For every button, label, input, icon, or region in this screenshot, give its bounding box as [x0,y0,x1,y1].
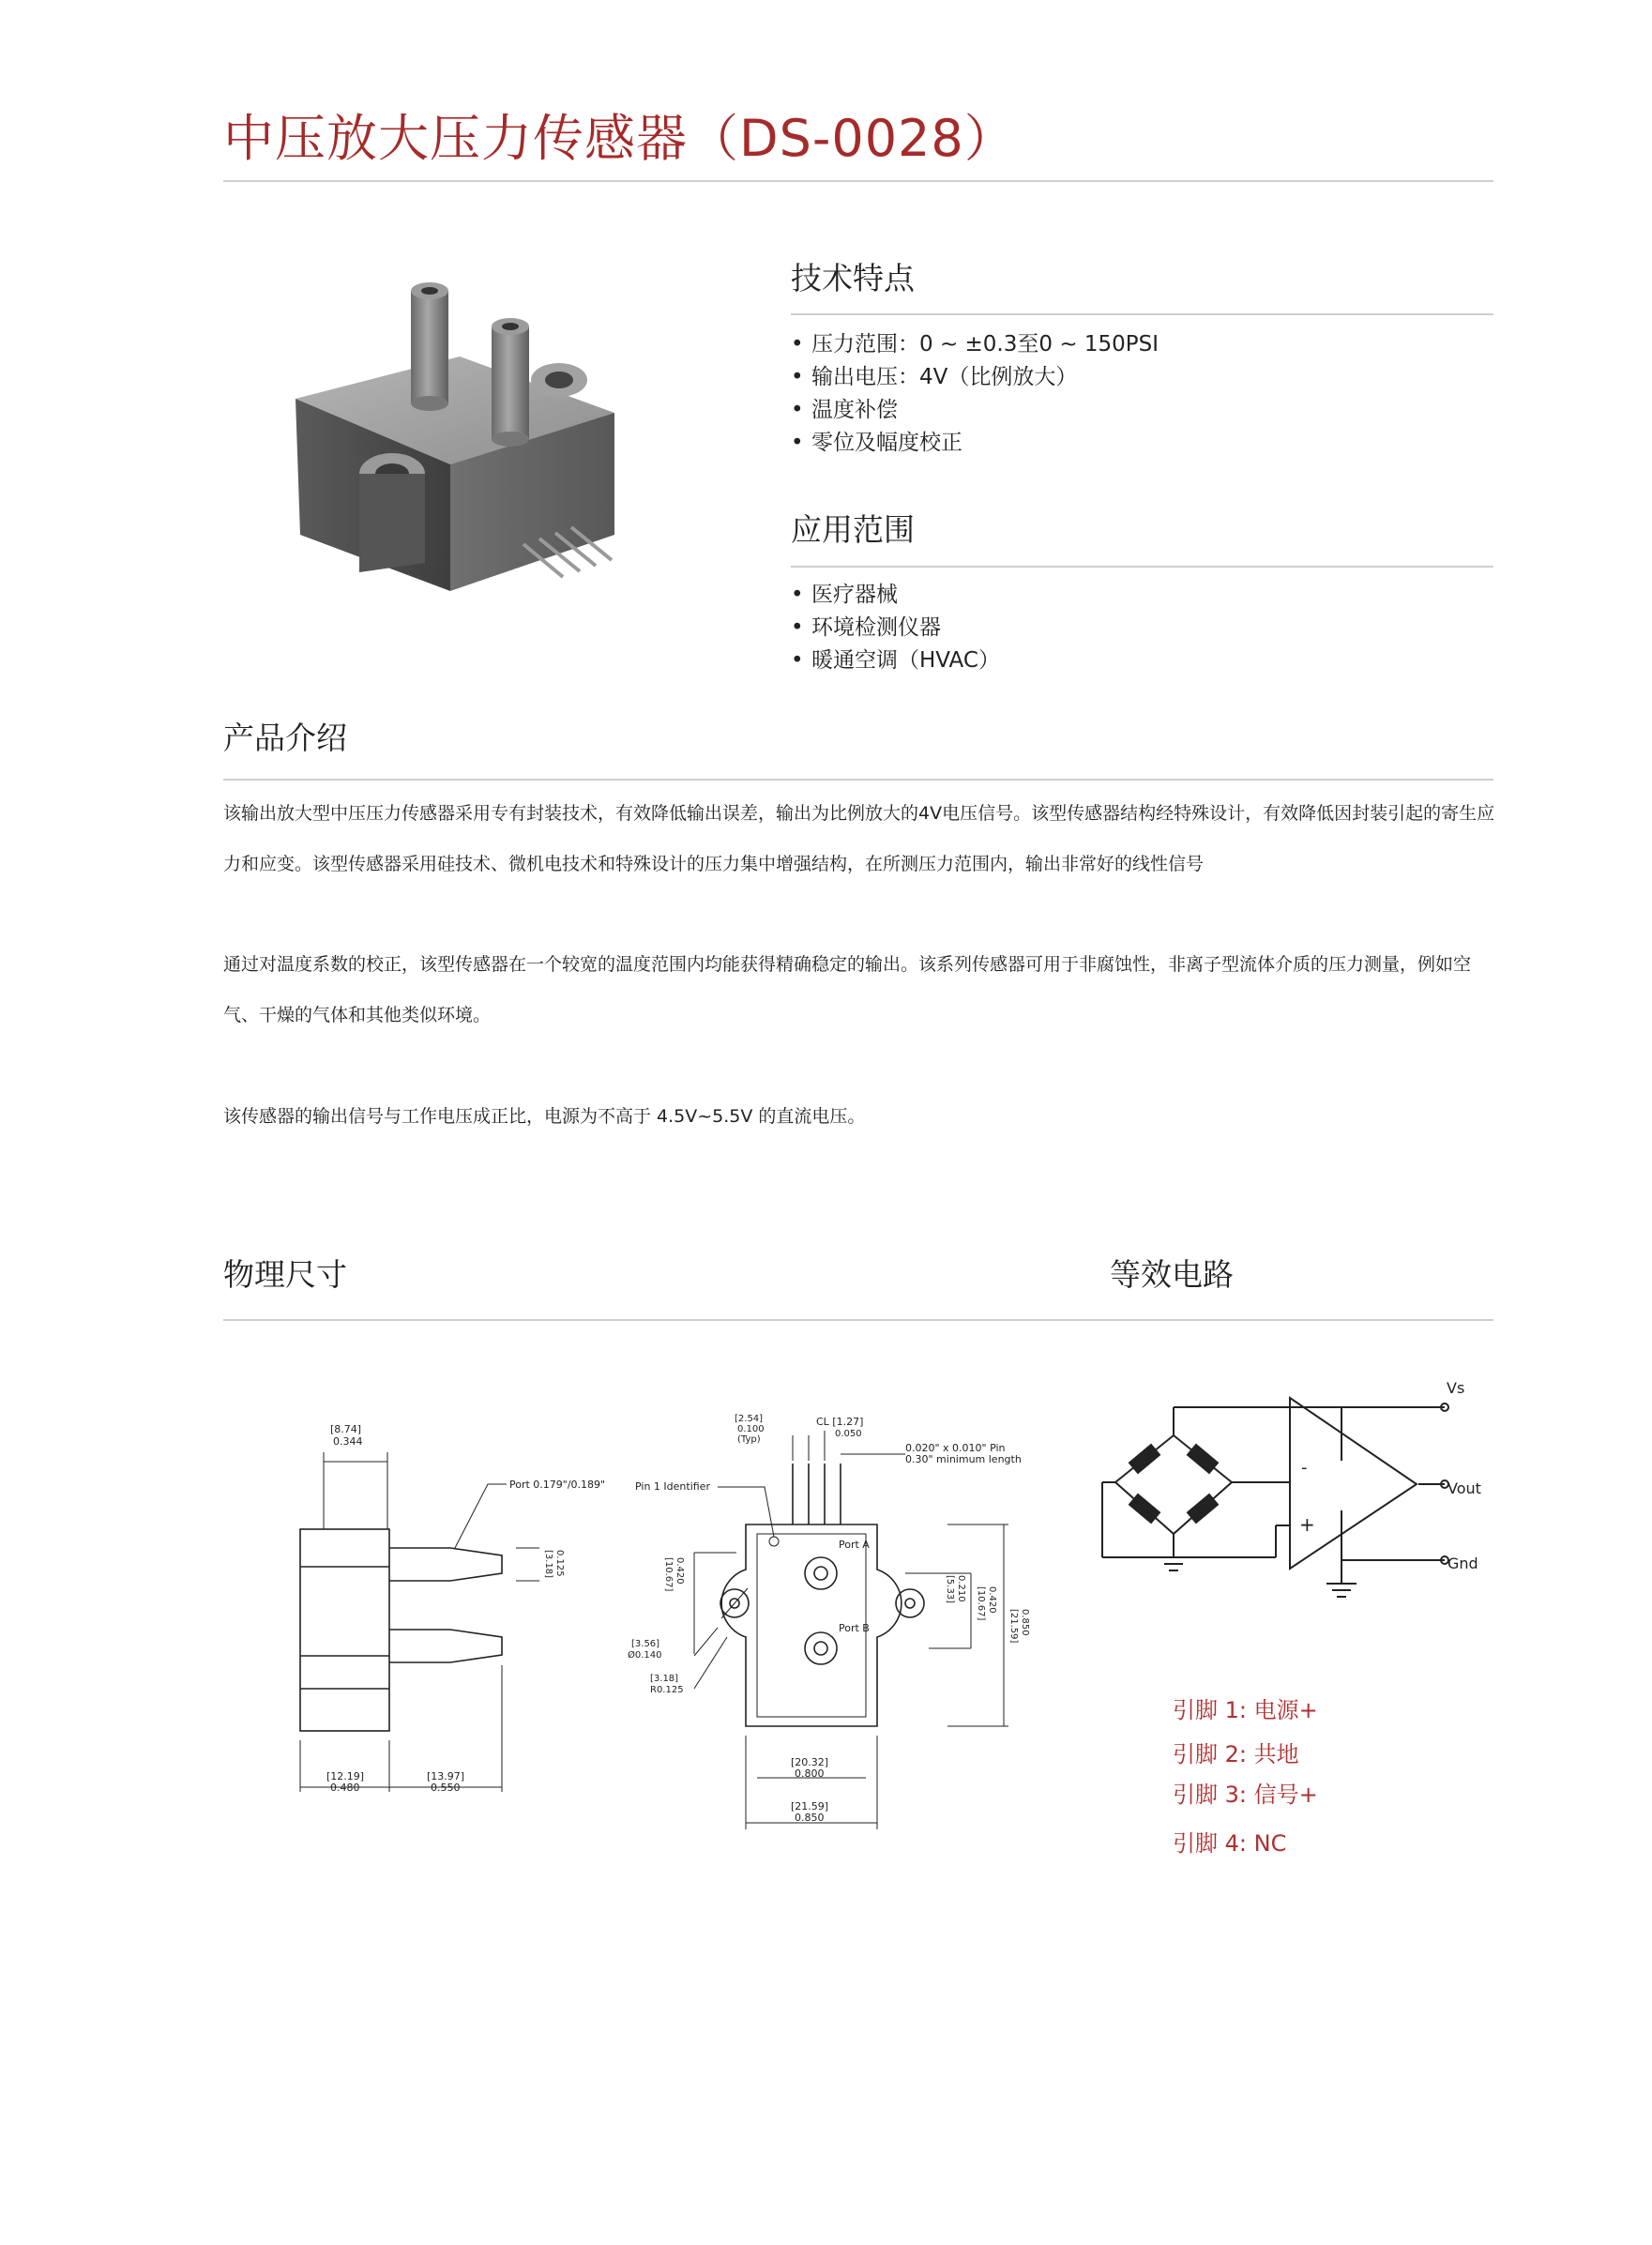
radius-mm-label: [3.18] [650,1674,679,1684]
right-v3-in-label: 0.850 [1020,1609,1030,1636]
pin-3-label: 引脚 3: 信号+ [1173,1782,1318,1808]
sensor-product-image [281,263,638,619]
opamp-plus-label: + [1299,1513,1315,1536]
side-view-drawing [281,1407,606,1801]
pitch-mm-label: [2.54] [735,1414,764,1424]
w2-mm-label: [21.59] [791,1800,829,1813]
cl-mm-label: CL [1.27] [816,1416,864,1428]
hole-in-label: Ø0.140 [628,1650,662,1661]
w1-mm-label: [20.32] [791,1756,829,1768]
title-divider [223,180,1493,182]
front-view-drawing [624,1403,1055,1834]
right-v3-mm-label: [21.59] [1008,1609,1019,1644]
list-item: • 温度补偿 [791,394,1159,427]
list-item: • 环境检测仪器 [791,612,1000,645]
intro-paragraph-2: 通过对温度系数的校正，该型传感器在一个较宽的温度范围内均能获得精确稳定的输出。该系列传感器可用于非腐蚀性，非离子型流体介质的压力测量，例如空气、干燥的气体和其他类似环境。 [223,954,1472,1025]
bottom1-mm-label: [12.19] [326,1770,365,1782]
right-v2-mm-label: [10.67] [976,1586,986,1621]
intro-paragraph-3: 该传感器的输出信号与工作电压成正比，电源为不高于 4.5V~5.5V 的直流电压。 [223,1106,866,1127]
pin-2-label: 引脚 2: 共地 [1173,1741,1299,1767]
right-v1-in-label: 0.210 [956,1575,966,1602]
dimensions-heading: 物理尺寸 [223,1256,347,1293]
intro-divider [223,779,1493,781]
circuit-heading: 等效电路 [1110,1256,1234,1293]
page-title: 中压放大压力传感器（DS-0028） [223,109,1016,168]
applications-divider [791,566,1493,568]
pitch-in-label: 0.100 [737,1424,765,1434]
vout-label: Vout [1447,1479,1481,1497]
features-heading: 技术特点 [791,260,915,296]
left-v-in-label: 0.420 [674,1557,685,1585]
pitch-typ-label: (Typ) [737,1434,761,1445]
pin-4-label: 引脚 4: NC [1173,1830,1287,1857]
port-d-mm-label: [3.18] [543,1550,553,1579]
port-size-label: Port 0.179"/0.189" [509,1479,606,1491]
port-d-in-label: 0.125 [554,1550,565,1577]
top-width-in-label: 0.344 [333,1435,363,1448]
vs-label: Vs [1447,1379,1465,1397]
equivalent-circuit-diagram [1093,1370,1487,1632]
port-b-label: Port B [839,1622,870,1634]
hole-mm-label: [3.56] [631,1639,660,1649]
applications-heading: 应用范围 [791,511,915,548]
features-divider [791,313,1493,315]
opamp-minus-label: - [1301,1458,1308,1478]
list-item: • 压力范围：0 ~ ±0.3至0 ~ 150PSI [791,328,1159,361]
intro-heading: 产品介绍 [223,720,347,756]
features-list [791,328,1159,460]
list-item: • 输出电压：4V（比例放大） [791,361,1159,394]
radius-in-label: R0.125 [650,1685,684,1695]
drawings-divider [223,1319,1493,1321]
gnd-label: Gnd [1447,1555,1478,1572]
pin-note-2-label: 0.30" minimum length [905,1453,1022,1465]
pin-note-1-label: 0.020" x 0.010" Pin [905,1442,1006,1454]
bottom2-in-label: 0.550 [431,1782,461,1794]
w1-in-label: 0.800 [795,1767,825,1780]
w2-in-label: 0.850 [795,1812,825,1824]
port-a-label: Port A [839,1539,870,1551]
bottom2-mm-label: [13.97] [427,1770,465,1782]
applications-list [791,579,1000,677]
pin1-identifier-label: Pin 1 Identifier [635,1480,710,1493]
pin-1-label: 引脚 1: 电源+ [1173,1697,1318,1723]
list-item: • 暖通空调（HVAC） [791,645,1000,677]
top-width-mm-label: [8.74] [330,1423,362,1435]
list-item: • 医疗器械 [791,579,1000,612]
intro-paragraph-1: 该输出放大型中压压力传感器采用专有封装技术，有效降低输出误差，输出为比例放大的4V电压信号。该型传感器结构经特殊设计，有效降低因封装引起的寄生应力和应变。该型传感器采用硅技术、微机电技术和特殊设计的压力集中增强结构，在所测压力范围内，输出非常好的线性信号 [223,803,1495,874]
right-v1-mm-label: [5.33] [945,1575,955,1604]
cl-in-label: 0.050 [835,1429,862,1439]
left-v-mm-label: [10.67] [663,1557,674,1592]
list-item: • 零位及幅度校正 [791,427,1159,460]
right-v2-in-label: 0.420 [987,1586,997,1614]
bottom1-in-label: 0.480 [330,1782,360,1794]
